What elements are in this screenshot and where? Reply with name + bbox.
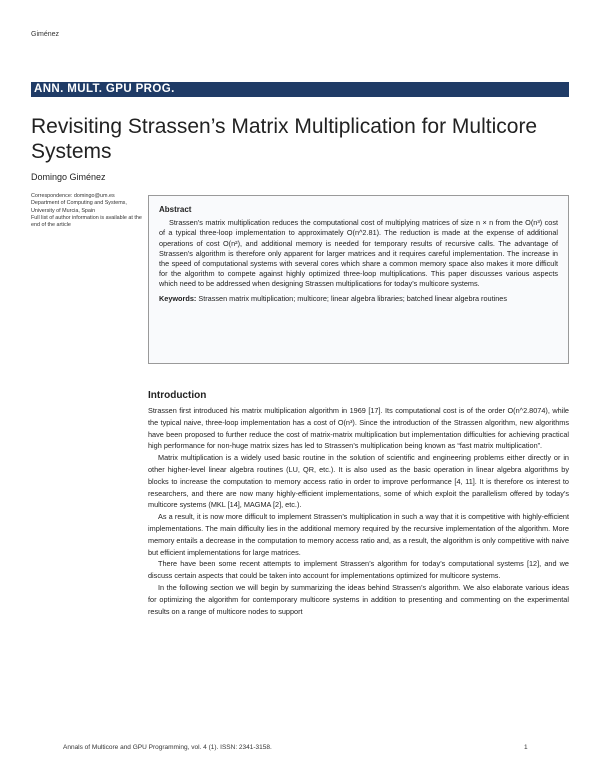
paragraph: There have been some recent attempts to implement Strassen’s algorithm for today’s computational systems [12], and we discuss certain aspects that could be taken into account for implementations optimized for multicore systems. (148, 559, 569, 581)
author-name: Domingo Giménez (31, 172, 106, 182)
running-head: Giménez (31, 31, 60, 38)
abstract-box (148, 195, 569, 364)
correspondence-line: Correspondence: domingo@um.es (31, 193, 115, 199)
keywords (159, 294, 558, 304)
abstract-text: Strassen’s matrix multiplication reduces the computational cost of multiplying matrices of size n × n from the O(n³) cost of a typical three-loop implementation to approximately O(n^2.81). The reduction is made at the expense of additional operations of cost O(n²), and additional memory is needed for temporary results of recursive calls. The advantage of Strassen’s algorithm is therefore only apparent for larger matrices and it requires careful implementation. The increase in the speed of computational systems with several cores which share a common memory space also makes it more difficult for the algorithm to compete against highly optimized three-loop multiplications. This paper discusses various aspects which need to be addressed when designing Strassen multiplications for today’s multicore systems. (159, 218, 558, 289)
keywords-list: Strassen matrix multiplication; multicore; linear algebra libraries; batched linear algebra routines (198, 293, 507, 303)
journal-banner: ANN. MULT. GPU PROG. (31, 82, 569, 97)
introduction-body (148, 405, 569, 617)
paragraph: Matrix multiplication is a widely used basic routine in the solution of scientific and engineering problems either directly or in other higher-level linear algebra routines (LU, QR, etc.). It is also used as the basic operation in linear algebra algorithms by blocks to increase the computation to memory access ratio in order to improve performance [4, 11]. It is therefore os interest to researchers, and there are now many highly-efficient implementations, some of which exploit the parallelism offered by today’s multicore systems (MKL [14], MAGMA [2], etc.). (148, 453, 569, 510)
author-note (31, 193, 143, 229)
footer-journal: Annals of Multicore and GPU Programming, vol. 4 (1). ISSN: 2341-3158. (63, 744, 272, 751)
paragraph: As a result, it is now more difficult to implement Strassen’s multiplication in such a way that it is competitive with highly-efficient implementations. The main difficulty lies in the additional memory required by the recursive implementation of the algorithm. More memory entails a decrease in the computation to memory access ratio and, as a result, the algorithm is only competitive with naive but efficient implementations for large matrices. (148, 512, 569, 557)
paragraph: In the following section we will begin by summarizing the ideas behind Strassen’s algorithm. We also elaborate various ideas for optimizing the algorithm for contemporary multicore systems in addition to presenting and commenting on the experimental results on a range of multicore nodes to support (148, 582, 569, 616)
paragraph: Strassen first introduced his matrix multiplication algorithm in 1969 [17]. Its computational cost is of the order O(n^2.8074), while the typical naive, three-loop implementation has a cost of O(n³). Since the introduction of the Strassen algorithm, new algorithms have been proposed to further reduce the cost of matrix-matrix multiplication but implementation difficulties for achieving practical high performance for non-huge matrix sizes has led to Strassen’s multiplication being known as “fast matrix multiplication”. (148, 406, 569, 451)
page-number: 1 (524, 744, 528, 751)
affiliation-line: Department of Computing and Systems, University of Murcia, Spain (31, 200, 127, 214)
paper-title: Revisiting Strassen’s Matrix Multiplication for Multicore Systems (31, 115, 538, 163)
abstract-heading: Abstract (159, 205, 192, 214)
keywords-label: Keywords: (159, 293, 197, 303)
author-info-line: Full list of author information is available at the end of the article (31, 214, 142, 229)
introduction-heading: Introduction (148, 390, 207, 401)
